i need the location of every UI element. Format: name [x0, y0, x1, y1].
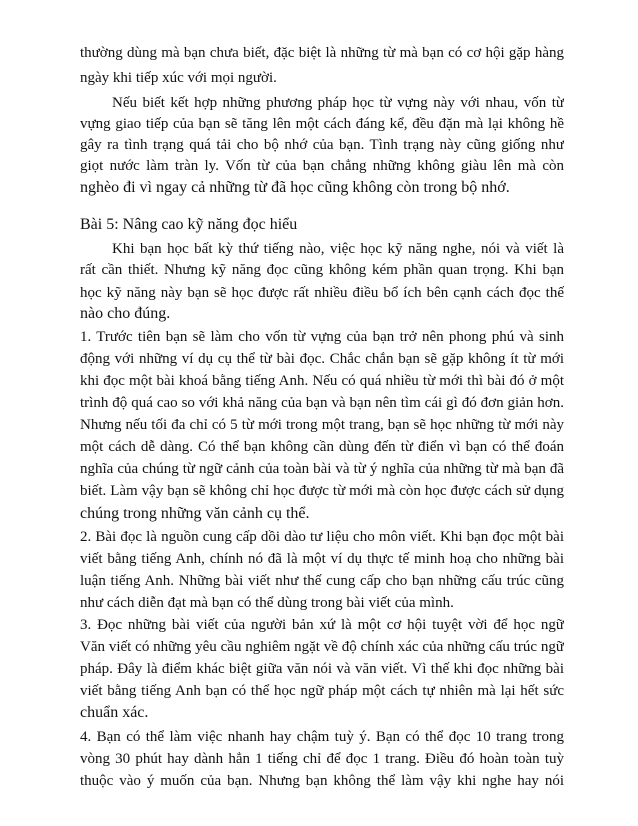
text-line: biết. Làm vậy bạn sẽ không chỉ học được từ mới mà còn học được cách sử dụng [80, 483, 564, 499]
text-line: trình độ quá cao so với khả năng của bạn và bạn nên tìm cái gì đó đơn giản hơn. [80, 395, 564, 411]
list-item-line: 2. Bài đọc là nguồn cung cấp dồi dào tư liệu cho môn viết. Khi bạn đọc một bài [80, 529, 564, 545]
text-line: Văn viết có những yêu cầu nghiêm ngặt về độ chính xác của những cấu trúc ngữ [80, 639, 564, 655]
text-line: học kỹ năng này bạn sẽ học được rất nhiều điều bổ ích bên cạnh cách đọc thế [80, 285, 564, 301]
text-line: nghèo đi vì ngay cả những từ đã học cũng không còn trong bộ nhớ. [80, 179, 510, 196]
list-item-line: 3. Đọc những bài viết của người bản xứ là một cơ hội tuyệt vời để học ngữ [80, 617, 564, 633]
text-line: giọt nước làm tràn ly. Vốn từ của bạn chẳng những không giàu lên mà còn [80, 158, 564, 174]
text-line: vòng 30 phút hay dành hẳn 1 tiếng chỉ để đọc 1 trang. Điều đó hoàn toàn tuỳ [80, 751, 564, 767]
text-line: chúng trong những văn cảnh cụ thể. [80, 505, 310, 522]
text-line: Khi bạn học bất kỳ thứ tiếng nào, việc học kỹ năng nghe, nói và viết là [112, 241, 564, 257]
text-line: khi đọc một bài khoá bằng tiếng Anh. Nếu có quá nhiều từ mới thì bài đó ở một [80, 373, 564, 389]
text-line: thường dùng mà bạn chưa biết, đặc biệt là những từ mà bạn có cơ hội gặp hàng [80, 45, 564, 61]
text-line: chuẩn xác. [80, 704, 149, 721]
text-line: Nhưng nếu tối đa chỉ có 5 từ mới trong một trang, bạn sẽ học những từ mới này [80, 417, 564, 433]
text-line: luận tiếng Anh. Những bài viết như thế cung cấp cho bạn những cấu trúc cũng [80, 573, 564, 589]
text-line: như cách diễn đạt mà bạn có thể dùng trong bài viết của mình. [80, 595, 454, 611]
text-line: viết bằng tiếng Anh bạn có thể học ngữ pháp một cách tự nhiên mà lại hết sức [80, 683, 564, 699]
list-item-line: 4. Bạn có thể làm việc nhanh hay chậm tuỳ ý. Bạn có thể đọc 10 trang trong [80, 729, 564, 745]
text-line: một cách dễ dàng. Có thể bạn không cần dùng đến từ điển vì bạn có thể đoán [80, 439, 564, 455]
list-item-line: 1. Trước tiên bạn sẽ làm cho vốn từ vựng của bạn trở nên phong phú và sinh [80, 329, 564, 345]
section-heading: Bài 5: Nâng cao kỹ năng đọc hiểu [80, 216, 298, 233]
text-line: thuộc vào ý muốn của bạn. Nhưng bạn không thể làm vậy khi nghe hay nói [80, 773, 564, 789]
text-line: nghĩa của chúng từ ngữ cảnh của toàn bài và từ ý nghĩa của những từ mà bạn đã [80, 461, 564, 477]
text-line: pháp. Đây là điểm khác biệt giữa văn nói và văn viết. Vì thế khi đọc những bài [80, 661, 564, 677]
text-line: vựng giao tiếp của bạn sẽ tăng lên một cách đáng kể, đều đặn mà lại không hề [80, 116, 564, 132]
text-line: ngày khi tiếp xúc với mọi người. [80, 70, 277, 86]
text-line: gây ra tình trạng quá tải cho bộ nhớ của bạn. Tình trạng này cũng giống như [80, 137, 564, 153]
text-line: Nếu biết kết hợp những phương pháp học từ vựng này với nhau, vốn từ [112, 95, 564, 111]
text-line: rất cần thiết. Nhưng kỹ năng đọc cũng không kém phần quan trọng. Khi bạn [80, 262, 564, 278]
text-line: viết bằng tiếng Anh, chính nó đã là một ví dụ thực tế minh hoạ cho những bài [80, 551, 564, 567]
text-line: động với những ví dụ cụ thể từ bài đọc. Chắc chắn bạn sẽ gặp không ít từ mới [80, 351, 564, 367]
text-line: nào cho đúng. [80, 305, 171, 322]
